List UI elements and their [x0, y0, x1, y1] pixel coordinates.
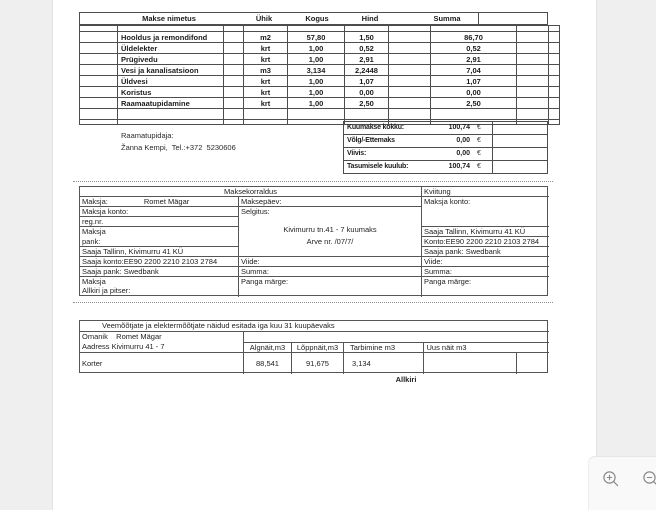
- total-label: Kuumakse kokku:: [347, 124, 404, 131]
- totals-row: [344, 161, 547, 174]
- receipt-reference-label: Viide:: [422, 257, 549, 267]
- zoom-out-icon[interactable]: [642, 470, 656, 488]
- col-header-new: Uus näit m3: [424, 343, 549, 353]
- receipt-account: Konto:EE90 2200 2210 2103 2784: [422, 237, 549, 247]
- col-header-start: Algnäit,m3: [244, 343, 292, 353]
- payer-name: Romet Mägar: [143, 197, 190, 206]
- accountant-label: Raamatupidaja:: [121, 131, 174, 140]
- description-line1: Kivimurru tn.41 - 7 kuumaks: [283, 225, 377, 234]
- receipt-beneficiary: Saaja Tallinn, Kivimurru 41 KÜ: [422, 227, 549, 237]
- address-line: Aadress Kivimurru 41 - 7: [82, 342, 165, 351]
- charges-header-unit: Ühik: [255, 14, 273, 23]
- table-row: Üldvesi krt 1,00 1,07 1,07: [80, 76, 560, 87]
- receipt-title: Kviitung: [422, 187, 549, 197]
- amount-label: Summa:: [239, 267, 422, 277]
- owner-cell: [80, 332, 244, 353]
- receipt-bank: Saaja pank: Swedbank: [422, 247, 549, 257]
- totals-row: [344, 135, 547, 148]
- perforation-line: [73, 302, 553, 303]
- totals-row: [344, 122, 547, 135]
- col-header-usage: Tarbimine m3: [344, 343, 424, 353]
- beneficiary-bank: Saaja pank: Swedbank: [80, 267, 239, 277]
- totals-tail-cell: [492, 122, 548, 134]
- bank-note-label: Panga märge:: [239, 277, 422, 297]
- currency-symbol: €: [477, 137, 481, 144]
- payment-date-label: Maksepäev:: [239, 197, 422, 207]
- totals-row: [344, 148, 547, 161]
- table-row: Koristus krt 1,00 0,00 0,00: [80, 87, 560, 98]
- total-label: Viivis:: [347, 150, 367, 157]
- meter-row-label: Korter: [80, 353, 244, 374]
- receipt-payer-account-label: Maksja konto:: [422, 197, 549, 227]
- payer-bank-label-line2: pank:: [80, 237, 239, 247]
- col-header-end: Lõppnäit,m3: [292, 343, 344, 353]
- meter-start-value: 88,541: [244, 353, 292, 374]
- charges-table: [79, 25, 560, 125]
- description-cell: [239, 217, 422, 257]
- totals-tail-cell: [492, 161, 548, 174]
- payer-signature-cell: Maksja Allkiri ja pitser:: [80, 277, 239, 297]
- owner-line: Omanik Romet Mägar: [82, 332, 162, 341]
- zoom-toolbar: [588, 456, 656, 510]
- description-line2: Arve nr. /07/7/: [306, 237, 354, 246]
- table-row: Raamaatupidamine krt 1,00 2,50 2,50: [80, 98, 560, 109]
- charges-header-price: Hind: [361, 14, 379, 23]
- charges-header-sum: Summa: [433, 14, 461, 23]
- meters-title: Veemõõtjate ja elektermõõtjate näidud esitada iga kuu 31 kuupäevaks: [80, 321, 549, 332]
- currency-symbol: €: [477, 150, 481, 157]
- total-label: Tasumisele kuulub:: [347, 163, 409, 170]
- payment-order-title: Maksekorraldus: [80, 187, 422, 197]
- payer-bank-label-line1: Maksja: [80, 227, 239, 237]
- charges-header-box: [79, 12, 548, 25]
- total-value: 0,00: [456, 150, 470, 157]
- document-page: [52, 0, 597, 510]
- accountant-block: [121, 130, 236, 154]
- payer-row: Maksja: Romet Mägar: [80, 197, 239, 207]
- meter-end-value: 91,675: [292, 353, 344, 374]
- perforation-line: [73, 181, 553, 182]
- totals-box: [343, 121, 548, 174]
- beneficiary-name: Saaja Tallinn, Kivimurru 41 KÜ: [80, 247, 239, 257]
- signature-label: Allkiri: [395, 375, 417, 384]
- payer-account-label: Maksja konto:: [80, 207, 239, 217]
- meters-empty-strip: [244, 332, 549, 343]
- table-row: Hooldus ja remondifond m2 57,80 1,50 86,70: [80, 32, 560, 43]
- totals-tail-cell: [492, 135, 548, 147]
- charges-header-qty: Kogus: [305, 14, 329, 23]
- table-row: Üldelekter krt 1,00 0,52 0,52: [80, 43, 560, 54]
- meter-tail-cell: [517, 353, 549, 374]
- meters-table: [79, 320, 548, 373]
- total-value: 100,74: [448, 163, 470, 170]
- meter-usage-value: 3,134: [344, 353, 424, 374]
- receipt-bank-note-label: Panga märge:: [424, 277, 472, 286]
- reg-nr-label: reg.nr.: [80, 217, 239, 227]
- total-label: Võlg/-Ettemaks: [347, 137, 395, 144]
- currency-symbol: €: [477, 163, 481, 170]
- table-row: [80, 109, 560, 120]
- totals-tail-cell: [492, 148, 548, 160]
- description-label: Selgitus:: [239, 207, 422, 217]
- charges-header-divider: [478, 13, 479, 24]
- table-row: Prügivedu krt 1,00 2,91 2,91: [80, 54, 560, 65]
- currency-symbol: €: [477, 124, 481, 131]
- charges-header-name: Makse nimetus: [142, 14, 196, 23]
- meter-new-value-cell: [424, 353, 517, 374]
- total-value: 100,74: [448, 124, 470, 131]
- table-row: Vesi ja kanalisatsioon m3 3,134 2,2448 7,04: [80, 65, 560, 76]
- beneficiary-account: Saaja konto:EE90 2200 2210 2103 2784: [80, 257, 239, 267]
- accountant-info: Žanna Kempi, Tel.:+372 5230606: [121, 143, 236, 152]
- receipt-amount-label: Summa:: [422, 267, 549, 277]
- total-value: 0,00: [456, 137, 470, 144]
- reference-label: Viide:: [239, 257, 422, 267]
- zoom-in-icon[interactable]: [602, 470, 620, 488]
- payment-order-form: [79, 186, 548, 296]
